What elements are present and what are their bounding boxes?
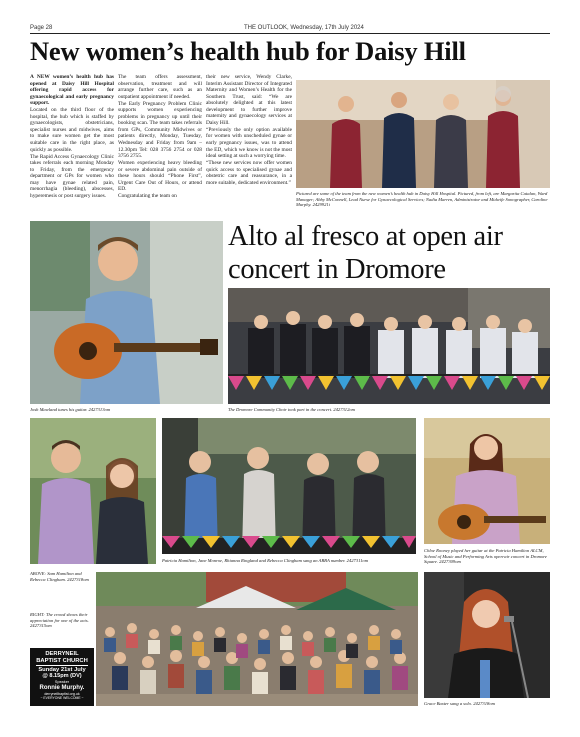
article-paragraph: their new service, Wendy Clarke, Interim Assistant Director of Integrated Maternity and Women’s Health for the Southern Trust, said: “We are absolutely delighted at this latest development to further improve maternity and gynaecology services at Daisy Hill. bbox=[206, 74, 292, 126]
grace-caption: Grace Baxter sang a solo. 2427318om bbox=[424, 701, 495, 706]
choir-illustration bbox=[228, 288, 550, 404]
josh-caption: Josh Mawland tunes his guitar. 2427313om bbox=[30, 407, 111, 412]
publication-date: THE OUTLOOK, Wednesday, 17th July 2024 bbox=[244, 25, 364, 31]
page-number: Page 28 bbox=[30, 25, 53, 31]
abba-caption: Patricia Hamilton, Jane Monroe, Rhianna Ringland and Rebecca Clingham sang an ABBA number. 2427311om bbox=[162, 558, 369, 563]
choir-caption: The Dromore Community Choir took part in the concert. 2427312om bbox=[228, 407, 355, 412]
abba-singers-illustration bbox=[162, 418, 416, 554]
article-paragraph: “Previously the only option available for women with unscheduled gynae or early pregnancy issues, was to attend the ED, which we know is not the most ideal setting at such a worrying time. bbox=[206, 126, 292, 160]
concert-headline: Alto al fresco at open air concert in Dromore bbox=[228, 221, 503, 285]
ad-time: @ 8.15pm (DV) bbox=[42, 673, 82, 680]
grace-singing-photo bbox=[424, 572, 550, 698]
ad-website: derryneilbaptist.org.uk bbox=[44, 691, 80, 696]
article-paragraph: Located on the third floor of the hospital, the hub which is staffed by gynaecologists, obstetricians, specialist nurses and midwives, aims to make sure women get the most suitable care in the right place, as quickly as possible. bbox=[30, 107, 114, 153]
article-headline: New women’s health hub for Daisy Hill bbox=[30, 36, 466, 66]
hospital-team-illustration bbox=[296, 80, 550, 188]
article-lead: A NEW women’s health hub has opened at Daisy Hill Hospital offering rapid access for gynaecological and early pregnancy support. bbox=[30, 74, 114, 107]
chloe-illustration bbox=[424, 418, 550, 544]
article-paragraph: Women experiencing heavy bleeding or severe abdominal pain outside of these hours should “Phone First”, Urgent Care Out of Hours, or attend ED. bbox=[118, 160, 202, 193]
article-paragraph: The Early Pregnancy Problem Clinic supports women experiencing problems in pregnancy up until their booking scan. The team takes referrals from GPs, Community Midwives or patients directly, Monday, Tuesday, Wednesday and Friday from 9am – 12.30pm Tel: 028 3756 2754 or 028 3756 2755. bbox=[118, 100, 202, 160]
folio-rule bbox=[30, 33, 550, 34]
article-paragraph: “These new services now offer women quick access to specialised gynae and obstetric care and reassurance, in a more suitable, dedicated environment.” bbox=[206, 160, 292, 186]
ad-welcome: ~ EVERYONE WELCOME ~ bbox=[40, 695, 84, 700]
chloe-caption: Chloe Rooney played her guitar at the Patricia Hamilton ALCM, School of Music and Performing Arts open-air concert in Dromore Square. 2427309om bbox=[424, 548, 547, 565]
ad-speaker-name: Ronnie Murphy. bbox=[39, 684, 85, 691]
crowd-illustration bbox=[96, 572, 418, 706]
ad-speaker-label: Speaker bbox=[54, 679, 70, 684]
ad-church-name-2: BAPTIST CHURCH bbox=[36, 657, 88, 664]
hospital-photo-caption: Pictured are some of the team from the new women’s health hub in Daisy Hill Hospital. Pictured, from left, are Margarita Catalan, Ward Manager; Abby McConnell, Lead Nurse for Gynaecological Services; Nadia Marren, Administrator and Midwife Sonographer, Caroline Murphy. 2429921i bbox=[296, 191, 548, 208]
josh-guitar-photo bbox=[30, 221, 223, 404]
abba-singers-photo bbox=[162, 418, 416, 554]
chloe-guitar-photo bbox=[424, 418, 550, 544]
ad-date: Sunday 21st July bbox=[38, 666, 86, 673]
church-advert bbox=[30, 648, 94, 706]
josh-illustration bbox=[30, 221, 223, 404]
above-caption: ABOVE: Sam Hamilton and Rebecca Clingham. 2427318om bbox=[30, 571, 89, 582]
grace-illustration bbox=[424, 572, 550, 698]
hospital-team-photo bbox=[296, 80, 550, 188]
crowd-photo bbox=[96, 572, 418, 706]
article-paragraph: Congratulating the team on bbox=[118, 193, 177, 200]
right-caption: RIGHT: The crowd shows their appreciation for one of the acts. 2427315om bbox=[30, 612, 89, 629]
article-column-3 bbox=[206, 74, 292, 216]
choir-photo bbox=[228, 288, 550, 404]
article-column-1 bbox=[30, 74, 114, 216]
article-paragraph: The team offers assessment, observation, treatment and will arrange further care, such as an outpatient appointment if needed. bbox=[118, 74, 202, 100]
ad-divider bbox=[36, 665, 88, 666]
sam-rebecca-photo bbox=[30, 418, 156, 564]
article-paragraph: The Rapid Access Gynaecology Clinic takes referrals each morning Monday to Friday, from the emergency department or GPs for women who may have gynae related pain, menorrhagia (bleeding), abscesses, hyperemesis or post surgery issues. bbox=[30, 153, 114, 199]
article-column-2 bbox=[118, 74, 202, 216]
ad-church-name-1: DERRYNEIL bbox=[45, 651, 79, 657]
sam-rebecca-illustration bbox=[30, 418, 156, 564]
